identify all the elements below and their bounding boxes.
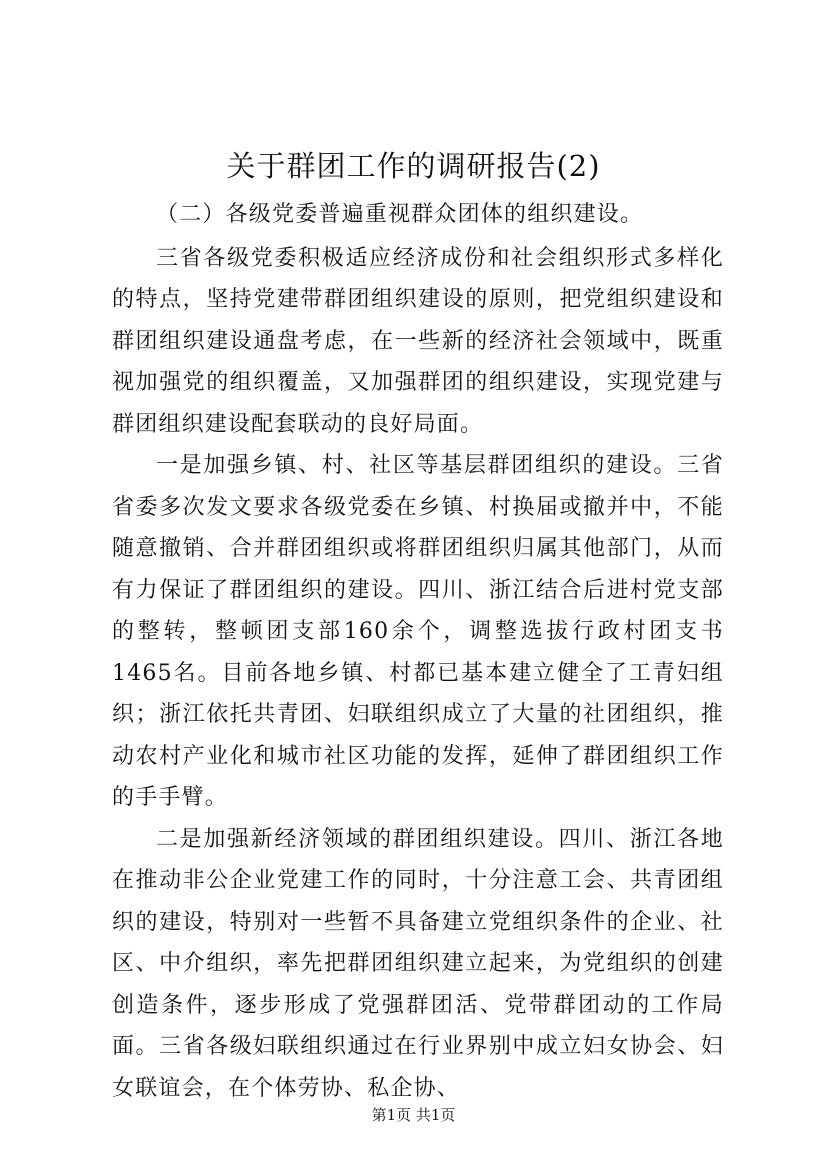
section-subheading: （二）各级党委普遍重视群众团体的组织建设。 — [156, 202, 644, 227]
document-title: 关于群团工作的调研报告(2) — [226, 149, 601, 183]
body-paragraph: 一是加强乡镇、村、社区等基层群团组织的建设。三省省委多次发文要求各级党委在乡镇、村换届或撤并中，不能随意撤销、合并群团组织或将群团组织归属其他部门，从而有力保证了群团组织的建设。四川、浙江结合后进村党支部的整转，整顿团支部160余个，调整选拔行政村团支书1465名。目前各地乡镇、村都已基本建立健全了工青妇组织；浙江依托共青团、妇联组织成立了大量的社团组织，推动农村产业化和城市社区功能的发挥，延伸了群团组织工作的手手臂。 — [112, 453, 724, 810]
document-body — [112, 194, 724, 1109]
body-paragraph: 三省各级党委积极适应经济成份和社会组织形式多样化的特点，坚持党建带群团组织建设的原则，把党组织建设和群团组织建设通盘考虑，在一些新的经济社会领域中，既重视加强党的组织覆盖，又加强群团的组织建设，实现党建与群团组织建设配套联动的良好局面。 — [112, 245, 724, 437]
page-footer: 第1页 共1页 — [371, 1106, 456, 1124]
body-paragraph: 二是加强新经济领域的群团组织建设。四川、浙江各地在推动非公企业党建工作的同时，十分注意工会、共青团组织的建设，特别对一些暂不具备建立党组织条件的企业、社区、中介组织，率先把群团组织建立起来，为党组织的创建创造条件，逐步形成了党强群团活、党带群团动的工作局面。三省各级妇联组织通过在行业界别中成立妇女协会、妇女联谊会，在个体劳协、私企协、 — [112, 826, 724, 1101]
